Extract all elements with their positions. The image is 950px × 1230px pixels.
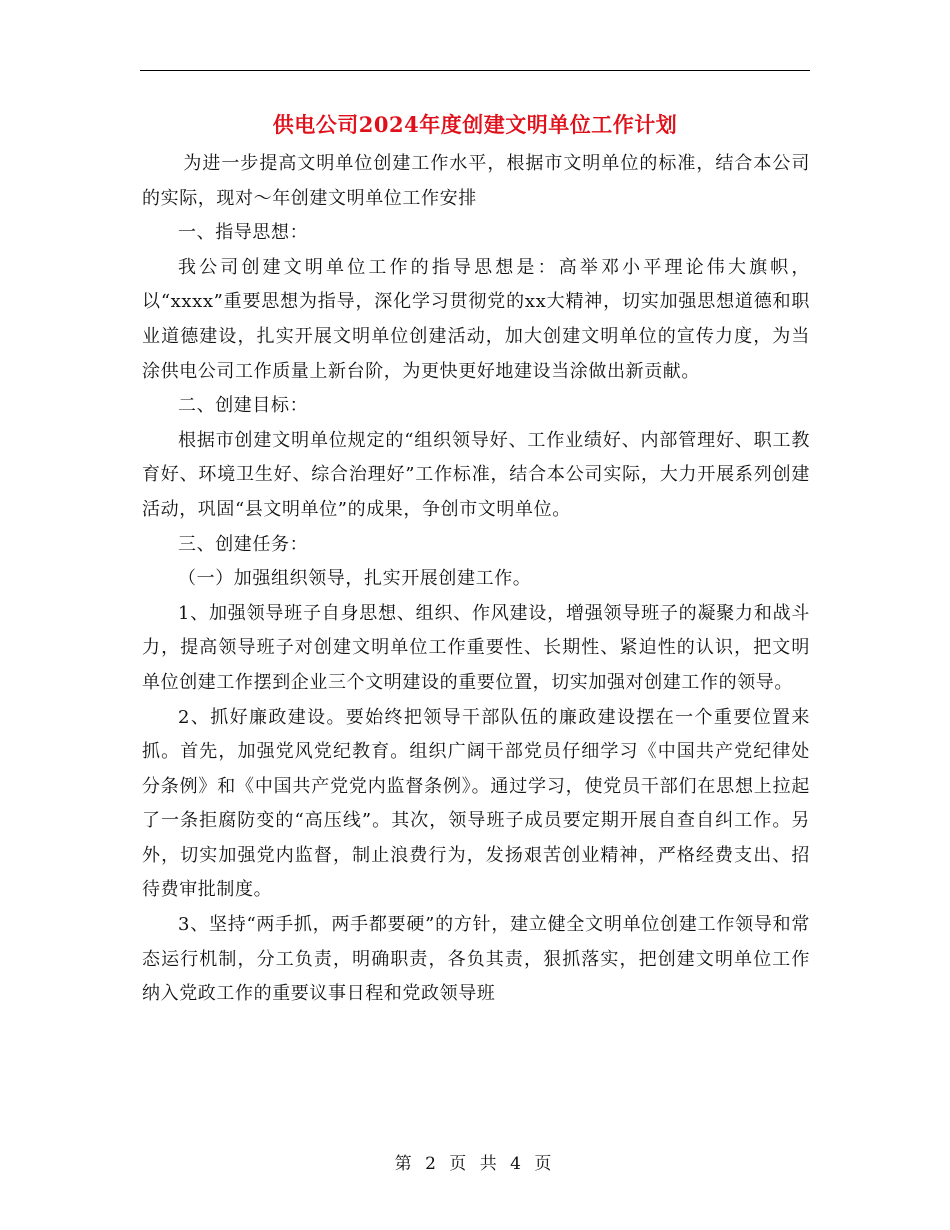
intro-paragraph: 为进一步提高文明单位创建工作水平，根据市文明单位的标准，结合本公司的实际，现对～年创建文明单位工作安排 [142, 153, 810, 209]
section-heading-tasks: 三、创建任务： [178, 533, 309, 555]
header-rule [140, 70, 810, 71]
goals-paragraph: 根据市创建文明单位规定的“组织领导好、工作业绩好、内部管理好、职工教育好、环境卫生好、综合治理好”工作标准，结合本公司实际，大力开展系列创建活动，巩固“县文明单位”的成果，争创市文明单位。 [142, 429, 810, 520]
section-heading-guiding-ideology: 一、指导思想： [178, 222, 309, 244]
page-number-footer: 第 2 页 共 4 页 [394, 1154, 556, 1174]
task-item-1: 1、加强领导班子自身思想、组织、作风建设，增强领导班子的凝聚力和战斗力，提高领导班子对创建文明单位工作重要性、长期性、紧迫性的认识，把文明单位创建工作摆到企业三个文明建设的重要位置，切实加强对创建工作的领导。 [142, 602, 810, 693]
section-heading-goals: 二、创建目标： [178, 395, 309, 417]
task-item-3: 3、坚持“两手抓，两手都要硬”的方针，建立健全文明单位创建工作领导和常态运行机制，分工负责，明确职责，各负其责，狠抓落实，把创建文明单位工作纳入党政工作的重要议事日程和党政领导班 [142, 914, 810, 1005]
document-body [142, 147, 810, 1012]
document-title: 供电公司2024年度创建文明单位工作计划 [272, 112, 678, 137]
subsection-heading-organization: （一）加强组织领导，扎实开展创建工作。 [178, 568, 532, 590]
task-item-2: 2、抓好廉政建设。要始终把领导干部队伍的廉政建设摆在一个重要位置来抓。首先，加强党风党纪教育。组织广阔干部党员仔细学习《中国共产党纪律处分条例》和《中国共产党党内监督条例》。通过学习，使党员干部们在思想上拉起了一条拒腐防变的“高压线”。其次，领导班子成员要定期开展自查自纠工作。另外，切实加强党内监督，制止浪费行为，发扬艰苦创业精神，严格经费支出、招待费审批制度。 [142, 706, 810, 901]
guiding-ideology-paragraph: 我公司创建文明单位工作的指导思想是：高举邓小平理论伟大旗帜，以“xxxx”重要思想为指导，深化学习贯彻党的xx大精神，切实加强思想道德和职业道德建设，扎实开展文明单位创建活动，加大创建文明单位的宣传力度，为当涂供电公司工作质量上新台阶，为更快更好地建设当涂做出新贡献。 [142, 256, 810, 382]
